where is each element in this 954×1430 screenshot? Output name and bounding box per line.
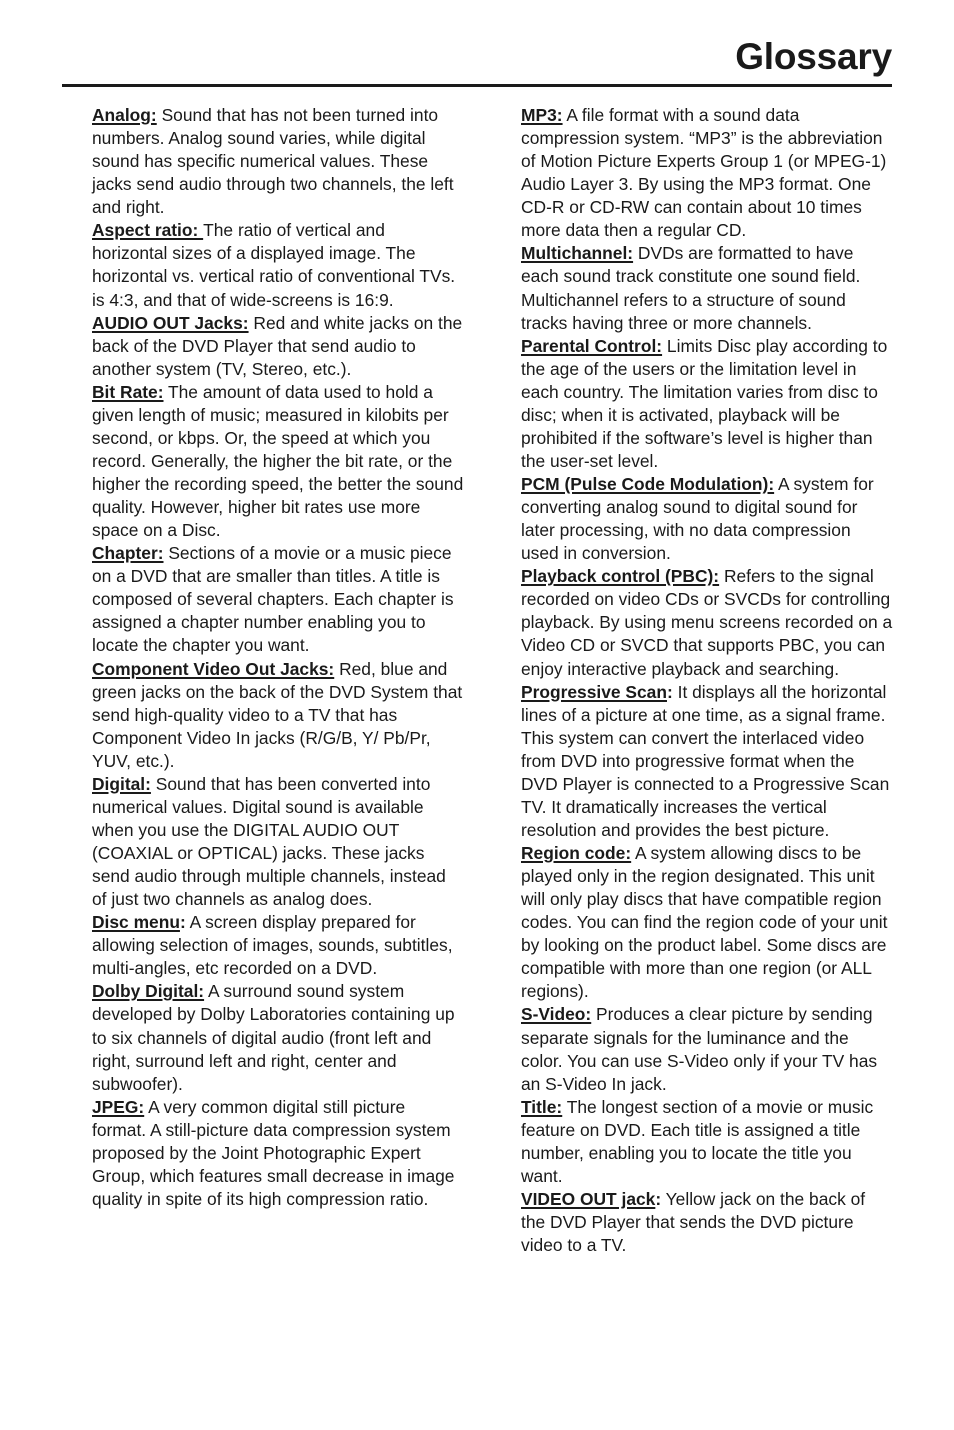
glossary-entry-playback-control xyxy=(521,565,893,680)
glossary-term: AUDIO OUT Jacks: xyxy=(92,312,249,333)
glossary-term: PCM (Pulse Code Modulation): xyxy=(521,474,775,494)
glossary-definition: Limits Disc play according to the age of the users or the limitation level in each country. The limitation varies from disc to disc; when it is activated, playback will be prohibited if the software’s level is higher than the user-set level. xyxy=(521,335,888,471)
glossary-entry-pcm xyxy=(521,473,893,565)
glossary-definition: Red, blue and green jacks on the back of the DVD System that send high-quality video to a TV that has Component Video In jacks (R/G/B, Y/ Pb/Pr, YUV, etc.). xyxy=(92,658,463,771)
glossary-entry-mp3 xyxy=(521,104,893,242)
glossary-entry-title xyxy=(521,1096,893,1188)
glossary-term: Progressive Scan xyxy=(521,681,667,702)
glossary-entry-jpeg xyxy=(92,1096,464,1211)
glossary-entry-component-video-out-jacks xyxy=(92,658,464,773)
glossary-term: Bit Rate: xyxy=(92,381,164,402)
glossary-entry-s-video xyxy=(521,1003,893,1095)
glossary-entry-video-out-jack xyxy=(521,1188,893,1257)
glossary-term: MP3: xyxy=(521,105,563,125)
glossary-term: Digital: xyxy=(92,773,151,794)
glossary-entry-analog xyxy=(92,104,464,219)
glossary-term: Playback control (PBC): xyxy=(521,566,720,587)
glossary-term: Title: xyxy=(521,1096,563,1117)
glossary-term: Component Video Out Jacks: xyxy=(92,658,335,679)
glossary-term: Region code: xyxy=(521,843,632,863)
page-title: Glossary xyxy=(735,36,892,77)
glossary-entry-region-code xyxy=(521,842,893,1003)
glossary-definition: A system allowing discs to be played only in the region designated. This unit will only play discs that have compatible region codes. You can find the region code of your unit by looking on the product label. Some discs are compatible with more than one region (or ALL regions). xyxy=(521,843,888,1002)
glossary-definition: Sections of a movie or a music piece on a DVD that are smaller than titles. A title is composed of several chapters. Each chapter is assigned a chapter number enabling you to locate the chapter you want. xyxy=(92,543,454,656)
glossary-term: Multichannel: xyxy=(521,243,634,264)
glossary-definition: It displays all the horizontal lines of a picture at one time, as a signal frame. This system can convert the interlaced video from DVD into progressive format when the DVD Player is connected to a Progressive Scan TV. It dramatically increases the vertical resolution and provides the best picture. xyxy=(521,681,890,840)
glossary-definition: A file format with a sound data compression system. “MP3” is the abbreviation of Motion Picture Experts Group 1 (or MPEG-1) Audio Layer 3. By using the MP3 format. One CD-R or CD-RW can contain about 10 times more data then a regular CD. xyxy=(521,105,887,241)
glossary-entry-digital xyxy=(92,773,464,911)
glossary-left-column xyxy=(92,104,464,1211)
glossary-definition: Refers to the signal recorded on video CDs or SVCDs for controlling playback. By using menu screens recorded on a Video CD or SVCD that supports PBC, you can enjoy interactive playback and searching. xyxy=(521,566,893,679)
glossary-term: Dolby Digital: xyxy=(92,981,205,1002)
glossary-entry-dolby-digital xyxy=(92,980,464,1095)
glossary-definition: Produces a clear picture by sending separate signals for the luminance and the color. You can use S-Video only if your TV has an S-Video In jack. xyxy=(521,1004,878,1094)
glossary-term: Aspect ratio: xyxy=(92,220,204,241)
glossary-definition: A surround sound system developed by Dolby Laboratories containing up to six channels of digital audio (front left and right, surround left and right, center and subwoofer). xyxy=(92,981,455,1094)
title-divider xyxy=(62,84,892,87)
glossary-definition: A very common digital still picture format. A still-picture data compression system proposed by the Joint Photographic Expert Group, which features small decrease in image quality in spite of its high compression ratio. xyxy=(92,1096,455,1209)
glossary-definition: Yellow jack on the back of the DVD Player that sends the DVD picture video to a TV. xyxy=(521,1188,866,1256)
glossary-term: JPEG: xyxy=(92,1096,145,1117)
glossary-entry-chapter xyxy=(92,542,464,657)
glossary-term: Chapter: xyxy=(92,543,164,564)
glossary-term: VIDEO OUT jack xyxy=(521,1188,656,1209)
glossary-definition: DVDs are formatted to have each sound track constitute one sound field. Multichannel refers to a structure of sound tracks having three or more channels. xyxy=(521,243,861,333)
glossary-entry-aspect-ratio xyxy=(92,219,464,311)
glossary-definition: Red and white jacks on the back of the DVD Player that send audio to another system (TV, Stereo, etc.). xyxy=(92,312,463,379)
glossary-definition: The ratio of vertical and horizontal sizes of a displayed image. The horizontal vs. vertical ratio of conventional TVs. is 4:3, and that of wide-screens is 16:9. xyxy=(92,220,456,310)
glossary-definition: The longest section of a movie or music feature on DVD. Each title is assigned a title number, enabling you to locate the title you want. xyxy=(521,1096,874,1186)
glossary-entry-bit-rate xyxy=(92,381,464,542)
glossary-entry-audio-out-jacks xyxy=(92,312,464,381)
glossary-term: Disc menu xyxy=(92,912,180,933)
glossary-definition: A system for converting analog sound to digital sound for later processing, with no data compression used in conversion. xyxy=(521,474,874,564)
glossary-entry-parental-control xyxy=(521,335,893,473)
glossary-definition: Sound that has not been turned into numbers. Analog sound varies, while digital sound has specific numerical values. These jacks send audio through two channels, the left and right. xyxy=(92,105,454,218)
glossary-term-colon: : xyxy=(655,1188,662,1209)
glossary-term-colon: : xyxy=(179,912,186,933)
glossary-term: Parental Control: xyxy=(521,335,663,356)
glossary-definition: A screen display prepared for allowing selection of images, sounds, subtitles, multi-angles, etc recorded on a DVD. xyxy=(92,912,453,979)
glossary-definition: The amount of data used to hold a given length of music; measured in kilobits per second, or kbps. Or, the speed at which you record. Generally, the higher the bit rate, or the higher the recording speed, the better the sound quality. However, higher bit rates use more space on a Disc. xyxy=(92,381,464,541)
glossary-term: S-Video: xyxy=(521,1004,592,1025)
glossary-entry-progressive-scan xyxy=(521,681,893,842)
glossary-term-colon: : xyxy=(666,681,673,702)
glossary-right-column xyxy=(521,104,893,1257)
glossary-entry-multichannel xyxy=(521,242,893,334)
glossary-definition: Sound that has been converted into numerical values. Digital sound is available when you use the DIGITAL AUDIO OUT (COAXIAL or OPTICAL) jacks. These jacks send audio through multiple channels, instead of just two channels as analog does. xyxy=(92,773,446,910)
glossary-term: Analog: xyxy=(92,105,157,125)
glossary-entry-disc-menu xyxy=(92,911,464,980)
